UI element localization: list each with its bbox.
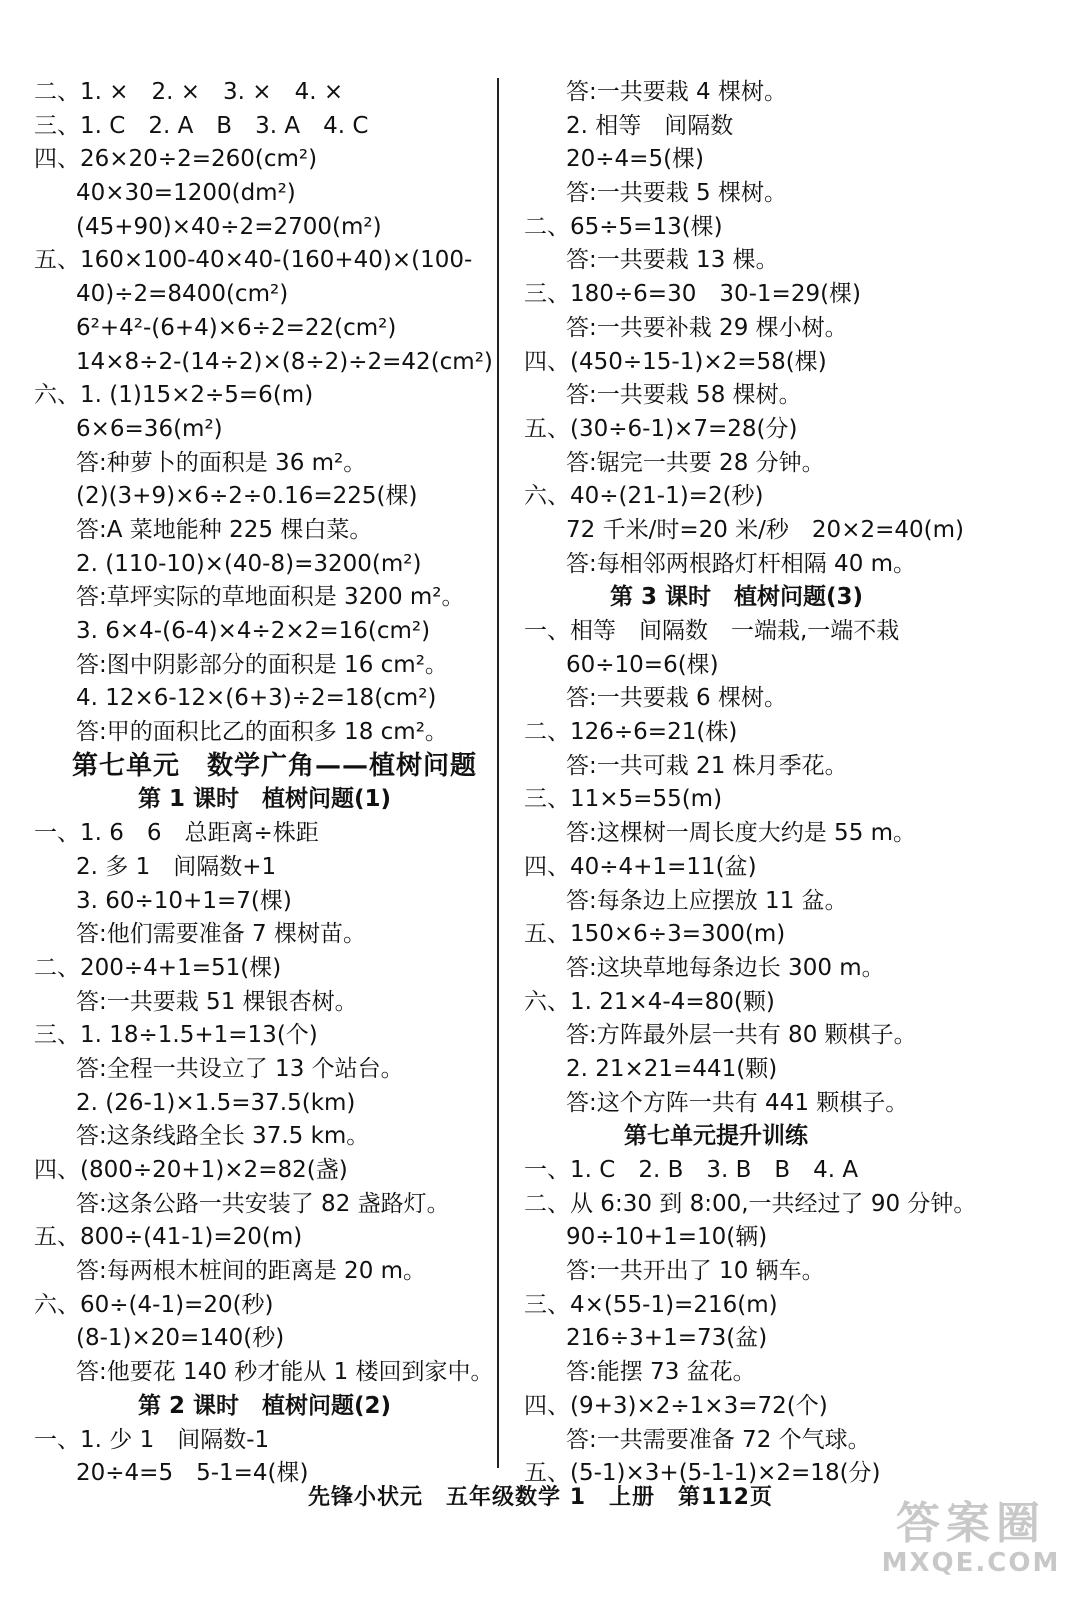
answer-line: 3. 6×4-(6-4)×4÷2×2=16(cm²) xyxy=(76,618,431,644)
answer-line: 五、(30÷6-1)×7=28(分) xyxy=(524,415,798,442)
answer-line: 一、相等 间隔数 一端栽,一端不栽 xyxy=(524,618,900,644)
lesson-heading: 第 2 课时 植树问题(2) xyxy=(138,1392,392,1419)
column-divider xyxy=(497,78,499,1468)
answer-line: 三、180÷6=30 30-1=29(棵) xyxy=(524,281,862,308)
answer-line: 六、1. 21×4-4=80(颗) xyxy=(524,988,775,1015)
answer-line: 答:一共要补栽 29 棵小树。 xyxy=(566,314,848,341)
answer-line: 答:每条边上应摆放 11 盆。 xyxy=(566,887,848,914)
answer-line: 答:A 菜地能种 225 棵白菜。 xyxy=(76,516,373,543)
answer-line: 60÷10=6(棵) xyxy=(566,651,719,678)
answer-line: 40×30=1200(dm²) xyxy=(76,180,296,207)
answer-line: 二、126÷6=21(株) xyxy=(524,719,738,746)
answer-line: 40)÷2=8400(cm²) xyxy=(76,281,289,308)
answer-line: 四、(800÷20+1)×2=82(盏) xyxy=(34,1157,348,1183)
answer-line: 90÷10+1=10(辆) xyxy=(566,1224,768,1251)
answer-line: 答:每两根木桩间的距离是 20 m。 xyxy=(76,1258,427,1285)
answer-line: 答:每相邻两根路灯杆相隔 40 m。 xyxy=(566,550,917,577)
answer-line: 答:一共需要准备 72 个气球。 xyxy=(566,1426,871,1453)
answer-line: 2. (26-1)×1.5=37.5(km) xyxy=(76,1089,356,1116)
answer-line: 三、1. 18÷1.5+1=13(个) xyxy=(34,1022,318,1049)
answer-line: 答:这棵树一周长度大约是 55 m。 xyxy=(566,820,917,847)
answer-line: 答:图中阴影部分的面积是 16 cm²。 xyxy=(76,651,448,678)
answer-line: 答:他要花 140 秒才能从 1 楼回到家中。 xyxy=(76,1359,494,1386)
answer-line: 4. 12×6-12×(6+3)÷2=18(cm²) xyxy=(76,685,437,712)
answer-line: 二、65÷5=13(棵) xyxy=(524,213,723,240)
answer-line: 20÷4=5(棵) xyxy=(566,146,705,173)
answer-line: 答:一共开出了 10 辆车。 xyxy=(566,1258,825,1285)
watermark-logo xyxy=(881,1500,1061,1586)
answer-line: 答:全程一共设立了 13 个站台。 xyxy=(76,1055,404,1082)
answer-line: (8-1)×20=140(秒) xyxy=(76,1325,285,1352)
answer-line: 答:一共要栽 5 棵树。 xyxy=(566,180,788,207)
lesson-heading: 第 3 课时 植树问题(3) xyxy=(610,584,864,611)
answer-line: 2. (110-10)×(40-8)=3200(m²) xyxy=(76,550,422,577)
unit-heading: 第七单元 数学广角——植树问题 xyxy=(72,750,478,781)
answer-line: 答:一共要栽 4 棵树。 xyxy=(566,79,788,105)
answer-line: 答:这个方阵一共有 441 颗棋子。 xyxy=(566,1089,909,1116)
answer-line: 二、1. × 2. × 3. × 4. × xyxy=(34,79,344,105)
answer-line: 216÷3+1=73(盆) xyxy=(566,1325,768,1352)
answer-line: 答:这块草地每条边长 300 m。 xyxy=(566,954,885,981)
right-answer-column xyxy=(524,76,1059,1491)
lesson-heading: 第 1 课时 植树问题(1) xyxy=(138,786,392,813)
watermark-icon: 答案圈 xyxy=(896,1498,1046,1549)
answer-line: 三、1. C 2. A B 3. A 4. C xyxy=(34,112,369,139)
answer-line: 答:一共要栽 6 棵树。 xyxy=(566,685,788,712)
answer-line: 6²+4²-(6+4)×6÷2=22(cm²) xyxy=(76,314,397,341)
answer-line: (2)(3+9)×6÷2÷0.16=225(棵) xyxy=(76,483,418,510)
answer-line: 四、(450÷15-1)×2=58(棵) xyxy=(524,348,827,375)
answer-line: 2. 21×21=441(颗) xyxy=(566,1055,778,1082)
answer-line: 答:能摆 73 盆花。 xyxy=(566,1359,756,1386)
answer-line: 答:方阵最外层一共有 80 颗棋子。 xyxy=(566,1022,917,1049)
answer-line: 2. 相等 间隔数 xyxy=(566,112,734,139)
answer-line: 五、800÷(41-1)=20(m) xyxy=(34,1224,303,1251)
left-answer-column xyxy=(34,76,494,1491)
answer-line: 20÷4=5 5-1=4(棵) xyxy=(76,1460,309,1487)
answer-line: 72 千米/时=20 米/秒 20×2=40(m) xyxy=(566,516,964,543)
answer-line: 一、1. 6 6 总距离÷株距 xyxy=(34,820,319,847)
answer-line: 六、40÷(21-1)=2(秒) xyxy=(524,483,764,510)
training-heading: 第七单元提升训练 xyxy=(624,1123,808,1150)
answer-line: 答:草坪实际的草地面积是 3200 m²。 xyxy=(76,584,465,611)
answer-line: 2. 多 1 间隔数+1 xyxy=(76,853,277,880)
answer-line: 6×6=36(m²) xyxy=(76,415,223,442)
answer-line: (45+90)×40÷2=2700(m²) xyxy=(76,213,382,240)
answer-line: 六、60÷(4-1)=20(秒) xyxy=(34,1291,274,1318)
answer-line: 答:一共可栽 21 株月季花。 xyxy=(566,752,848,779)
answer-line: 一、1. 少 1 间隔数-1 xyxy=(34,1426,270,1453)
answer-line: 答:一共要栽 58 棵树。 xyxy=(566,382,802,409)
answer-line: 五、(5-1)×3+(5-1-1)×2=18(分) xyxy=(524,1460,881,1487)
answer-line: 四、(9+3)×2÷1×3=72(个) xyxy=(524,1392,828,1419)
answer-line: 四、26×20÷2=260(cm²) xyxy=(34,146,318,173)
answer-line: 3. 60÷10+1=7(棵) xyxy=(76,887,292,914)
answer-line: 答:这条公路一共安装了 82 盏路灯。 xyxy=(76,1190,450,1217)
answer-line: 答:一共要栽 13 棵。 xyxy=(566,247,779,274)
answer-line: 答:锯完一共要 28 分钟。 xyxy=(566,449,825,476)
answer-line: 五、160×100-40×40-(160+40)×(100- xyxy=(34,247,473,274)
answer-line: 五、150×6÷3=300(m) xyxy=(524,921,786,948)
answer-line: 二、200÷4+1=51(棵) xyxy=(34,954,282,981)
answer-line: 答:这条线路全长 37.5 km。 xyxy=(76,1123,370,1150)
answer-line: 一、1. C 2. B 3. B B 4. A xyxy=(524,1157,859,1183)
answer-line: 答:种萝卜的面积是 36 m²。 xyxy=(76,449,367,476)
answer-line: 三、11×5=55(m) xyxy=(524,786,723,813)
answer-line: 三、4×(55-1)=216(m) xyxy=(524,1291,778,1318)
watermark-site: MXQE.COM xyxy=(881,1548,1061,1578)
answer-line: 四、40÷4+1=11(盆) xyxy=(524,853,757,880)
answer-line: 答:一共要栽 51 棵银杏树。 xyxy=(76,988,358,1015)
answer-line: 答:他们需要准备 7 棵树苗。 xyxy=(76,921,367,948)
answer-line: 二、从 6:30 到 8:00,一共经过了 90 分钟。 xyxy=(524,1190,977,1217)
page-footer: 先锋小状元 五年级数学 1 上册 第112页 xyxy=(308,1485,773,1510)
answer-line: 14×8÷2-(14÷2)×(8÷2)÷2=42(cm²) xyxy=(76,348,493,375)
answer-line: 六、1. (1)15×2÷5=6(m) xyxy=(34,382,314,409)
answer-line: 答:甲的面积比乙的面积多 18 cm²。 xyxy=(76,719,448,746)
